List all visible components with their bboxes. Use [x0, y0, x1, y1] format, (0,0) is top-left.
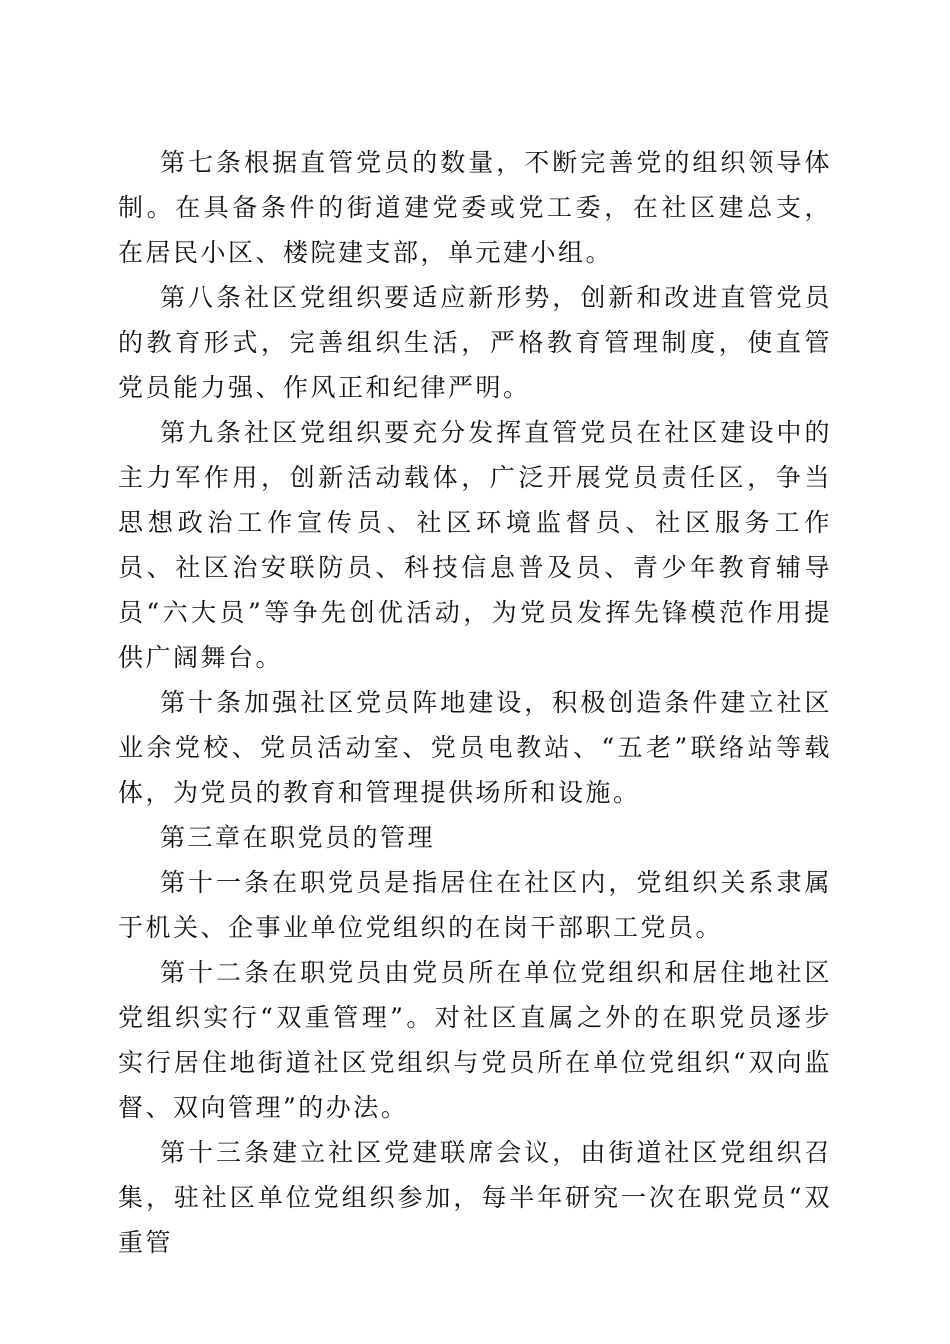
chapter-3-heading: 第三章在职党员的管理	[160, 823, 436, 852]
article-10-paragraph: 第十条加强社区党员阵地建设，积极创造条件建立社区业余党校、党员活动室、党员电教站、“五老”联络站等载体，为党员的教育和管理提供场所和设施。	[118, 688, 832, 807]
article-8-paragraph: 第八条社区党组织要适应新形势，创新和改进直管党员的教育形式，完善组织生活，严格教育管理制度，使直管党员能力强、作风正和纪律严明。	[118, 283, 832, 402]
article-7-paragraph: 第七条根据直管党员的数量，不断完善党的组织领导体制。在具备条件的街道建党委或党工委，在社区建总支，在居民小区、楼院建支部，单元建小组。	[118, 148, 832, 267]
article-12-paragraph: 第十二条在职党员由党员所在单位党组织和居住地社区党组织实行“双重管理”。对社区直属之外的在职党员逐步实行居住地街道社区党组织与党员所在单位党组织“双向监督、双向管理”的办法。	[118, 958, 832, 1122]
article-11-paragraph: 第十一条在职党员是指居住在社区内，党组织关系隶属于机关、企事业单位党组织的在岗干部职工党员。	[118, 868, 832, 942]
document-body	[118, 140, 832, 1265]
article-9-paragraph: 第九条社区党组织要充分发挥直管党员在社区建设中的主力军作用，创新活动载体，广泛开展党员责任区，争当思想政治工作宣传员、社区环境监督员、社区服务工作员、社区治安联防员、科技信息普及员、青少年教育辅导员“六大员”等争先创优活动，为党员发挥先锋模范作用提供广阔舞台。	[118, 418, 832, 672]
article-13-paragraph: 第十三条建立社区党建联席会议，由街道社区党组织召集，驻社区单位党组织参加，每半年研究一次在职党员“双重管	[118, 1138, 832, 1257]
